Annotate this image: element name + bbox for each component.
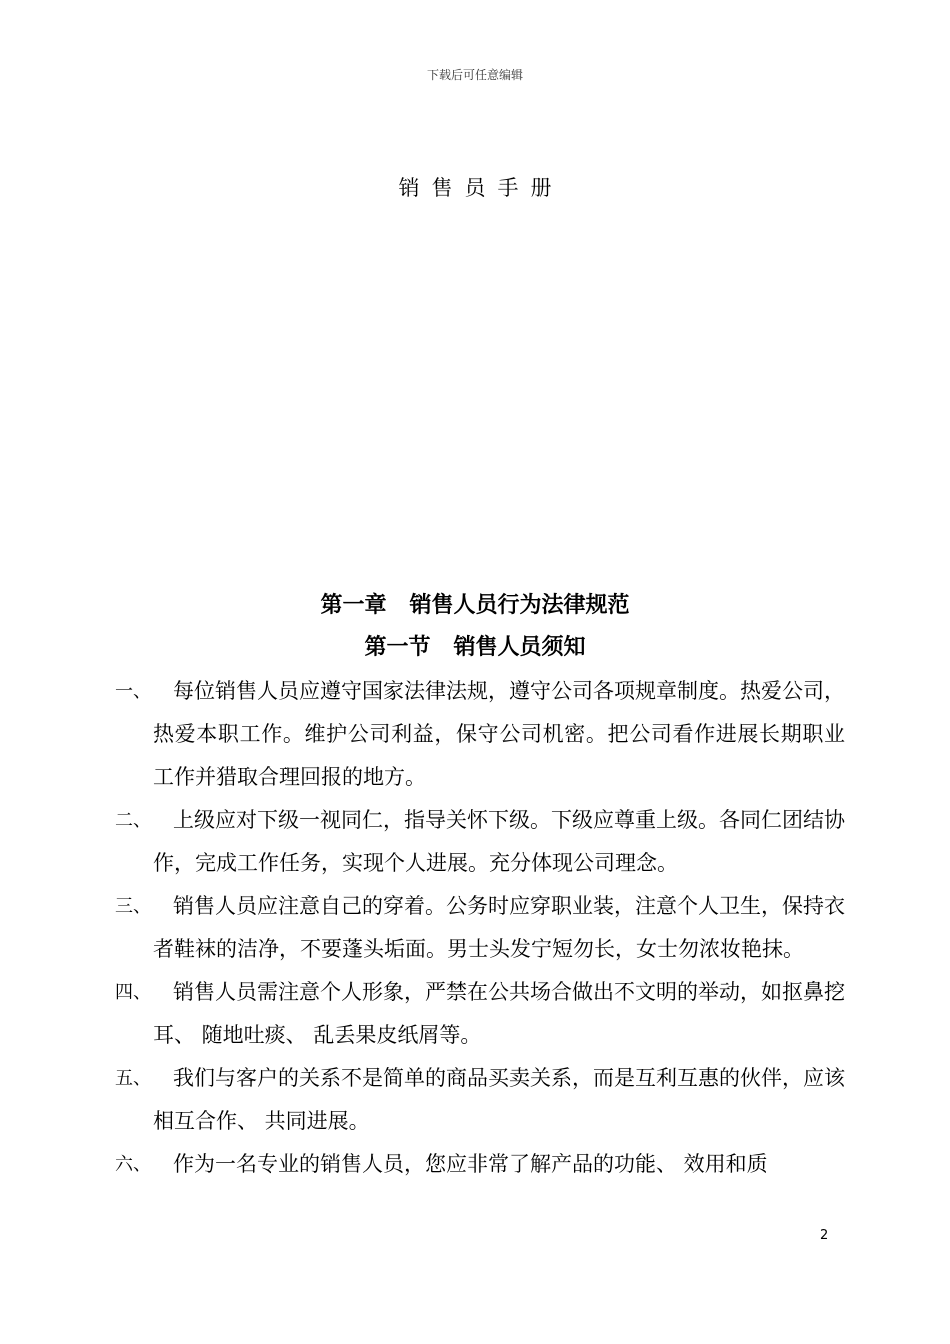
clause-item xyxy=(115,885,845,971)
section-heading: 第一节 销售人员须知 xyxy=(364,635,586,660)
clause-list xyxy=(115,670,845,1186)
clause-text: 销售人员需注意个人形象，严禁在公共场合做出不文明的举动，如抠鼻挖耳、 随地吐痰、 乱丢果皮纸屑等。 xyxy=(153,980,845,1047)
clause-text: 我们与客户的关系不是简单的商品买卖关系，而是互利互惠的伙伴，应该相互合作、 共同进展。 xyxy=(153,1066,845,1133)
clause-item xyxy=(115,971,845,1057)
clause-number: 一、 xyxy=(115,681,151,702)
clause-item xyxy=(115,799,845,885)
clause-number: 三、 xyxy=(115,896,151,917)
clause-number: 五、 xyxy=(115,1068,151,1089)
clause-text: 每位销售人员应遵守国家法律法规，遵守公司各项规章制度。热爱公司，热爱本职工作。维护公司利益，保守公司机密。把公司看作进展长期职业工作并猎取合理回报的地方。 xyxy=(153,679,845,789)
clause-item xyxy=(115,1057,845,1143)
page-header-note: 下载后可任意编辑 xyxy=(426,68,523,82)
clause-text: 销售人员应注意自己的穿着。公务时应穿职业装，注意个人卫生，保持衣者鞋袜的洁净，不要蓬头垢面。男士头发宁短勿长，女士勿浓妆艳抹。 xyxy=(153,894,845,961)
page-number: 2 xyxy=(820,1228,829,1243)
clause-number: 二、 xyxy=(115,810,151,831)
chapter-heading: 第一章 销售人员行为法律规范 xyxy=(320,593,630,618)
clause-number: 六、 xyxy=(115,1154,151,1175)
clause-item xyxy=(115,1143,845,1186)
clause-number: 四、 xyxy=(115,982,151,1003)
clause-item xyxy=(115,670,845,799)
clause-text: 上级应对下级一视同仁，指导关怀下级。下级应尊重上级。各同仁团结协作，完成工作任务，实现个人进展。充分体现公司理念。 xyxy=(153,808,845,875)
manual-title: 销售员手册 xyxy=(398,176,564,200)
clause-text: 作为一名专业的销售人员，您应非常了解产品的功能、 效用和质 xyxy=(173,1152,768,1176)
